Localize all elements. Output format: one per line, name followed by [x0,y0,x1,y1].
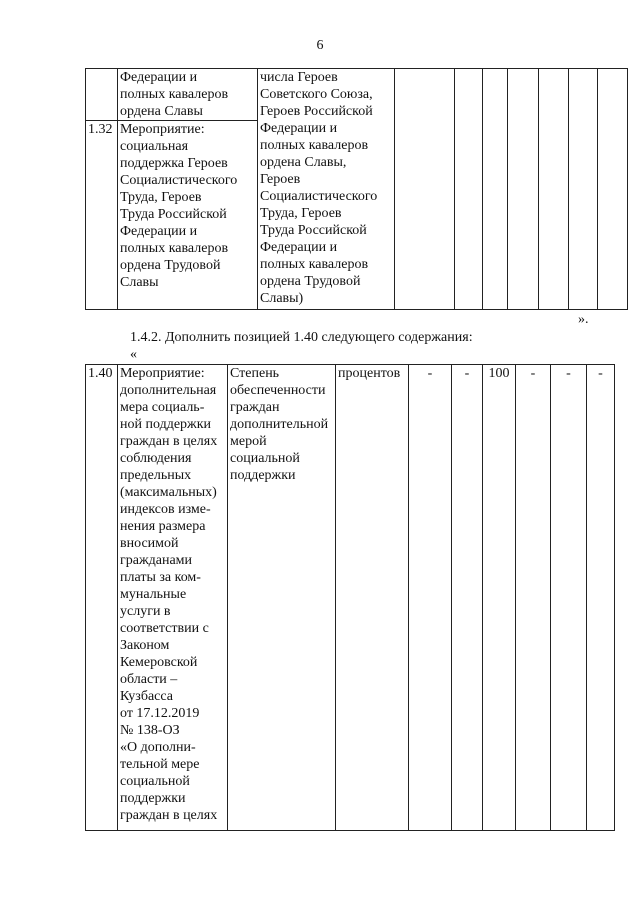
row-number: 1.32 [86,121,118,310]
value-cell: - [516,365,551,831]
value-cell [455,69,483,310]
amendment-paragraph: 1.4.2. Дополнить позицией 1.40 следующего содержания: [130,330,473,345]
table-row [86,69,628,121]
value-cell: - [452,365,483,831]
value-cell [508,69,539,310]
value-cell [483,69,508,310]
unit-cell: процентов [336,365,409,831]
indicators-table-continued [85,68,628,310]
unit-cell [395,69,455,310]
row-number [86,69,118,121]
value-cell: 100 [483,365,516,831]
indicator-cell [258,69,395,310]
row-number: 1.40 [86,365,118,831]
value-cell [598,69,628,310]
value-cell: - [409,365,452,831]
table-row [86,365,615,831]
indicators-table-new-position [85,364,615,831]
indicator-text-continued: Федерации и полных кавалеров ордена Славы, Героев Социалистического Труда, Героев Труда Российской Федерации и полных кавалеров ордена Трудовой Славы) [260,121,378,306]
measure-name-cell: Мероприятие: социальная поддержка Героев Социалистического Труда, Героев Труда Российской Федерации и полных кавалеров ордена Трудовой Славы [118,121,258,310]
indicator-text: числа Героев Советского Союза, Героев Российской [260,70,373,119]
indicator-cell: Степень обеспеченности граждан дополнительной мерой социальной поддержки [228,365,336,831]
measure-name-cell: Федерации и полных кавалеров ордена Славы [118,69,258,121]
opening-quote-mark: « [130,347,137,362]
value-cell [539,69,569,310]
value-cell: - [551,365,587,831]
measure-name-cell: Мероприятие: дополнительная мера социаль- ной поддержки граждан в целях соблюдения предельных (максимальных) индексов изме- нения размера вносимой гражданами платы за ком- мунальные услуги в соответствии с Законом Кемеровской области – Кузбасса от 17.12.2019 № 138-ОЗ «О дополни- тельной мере социальной поддержки граждан в целях [118,365,228,831]
page-number: 6 [316,38,324,53]
closing-quote-mark: ». [578,312,589,327]
value-cell [569,69,598,310]
value-cell: - [587,365,615,831]
